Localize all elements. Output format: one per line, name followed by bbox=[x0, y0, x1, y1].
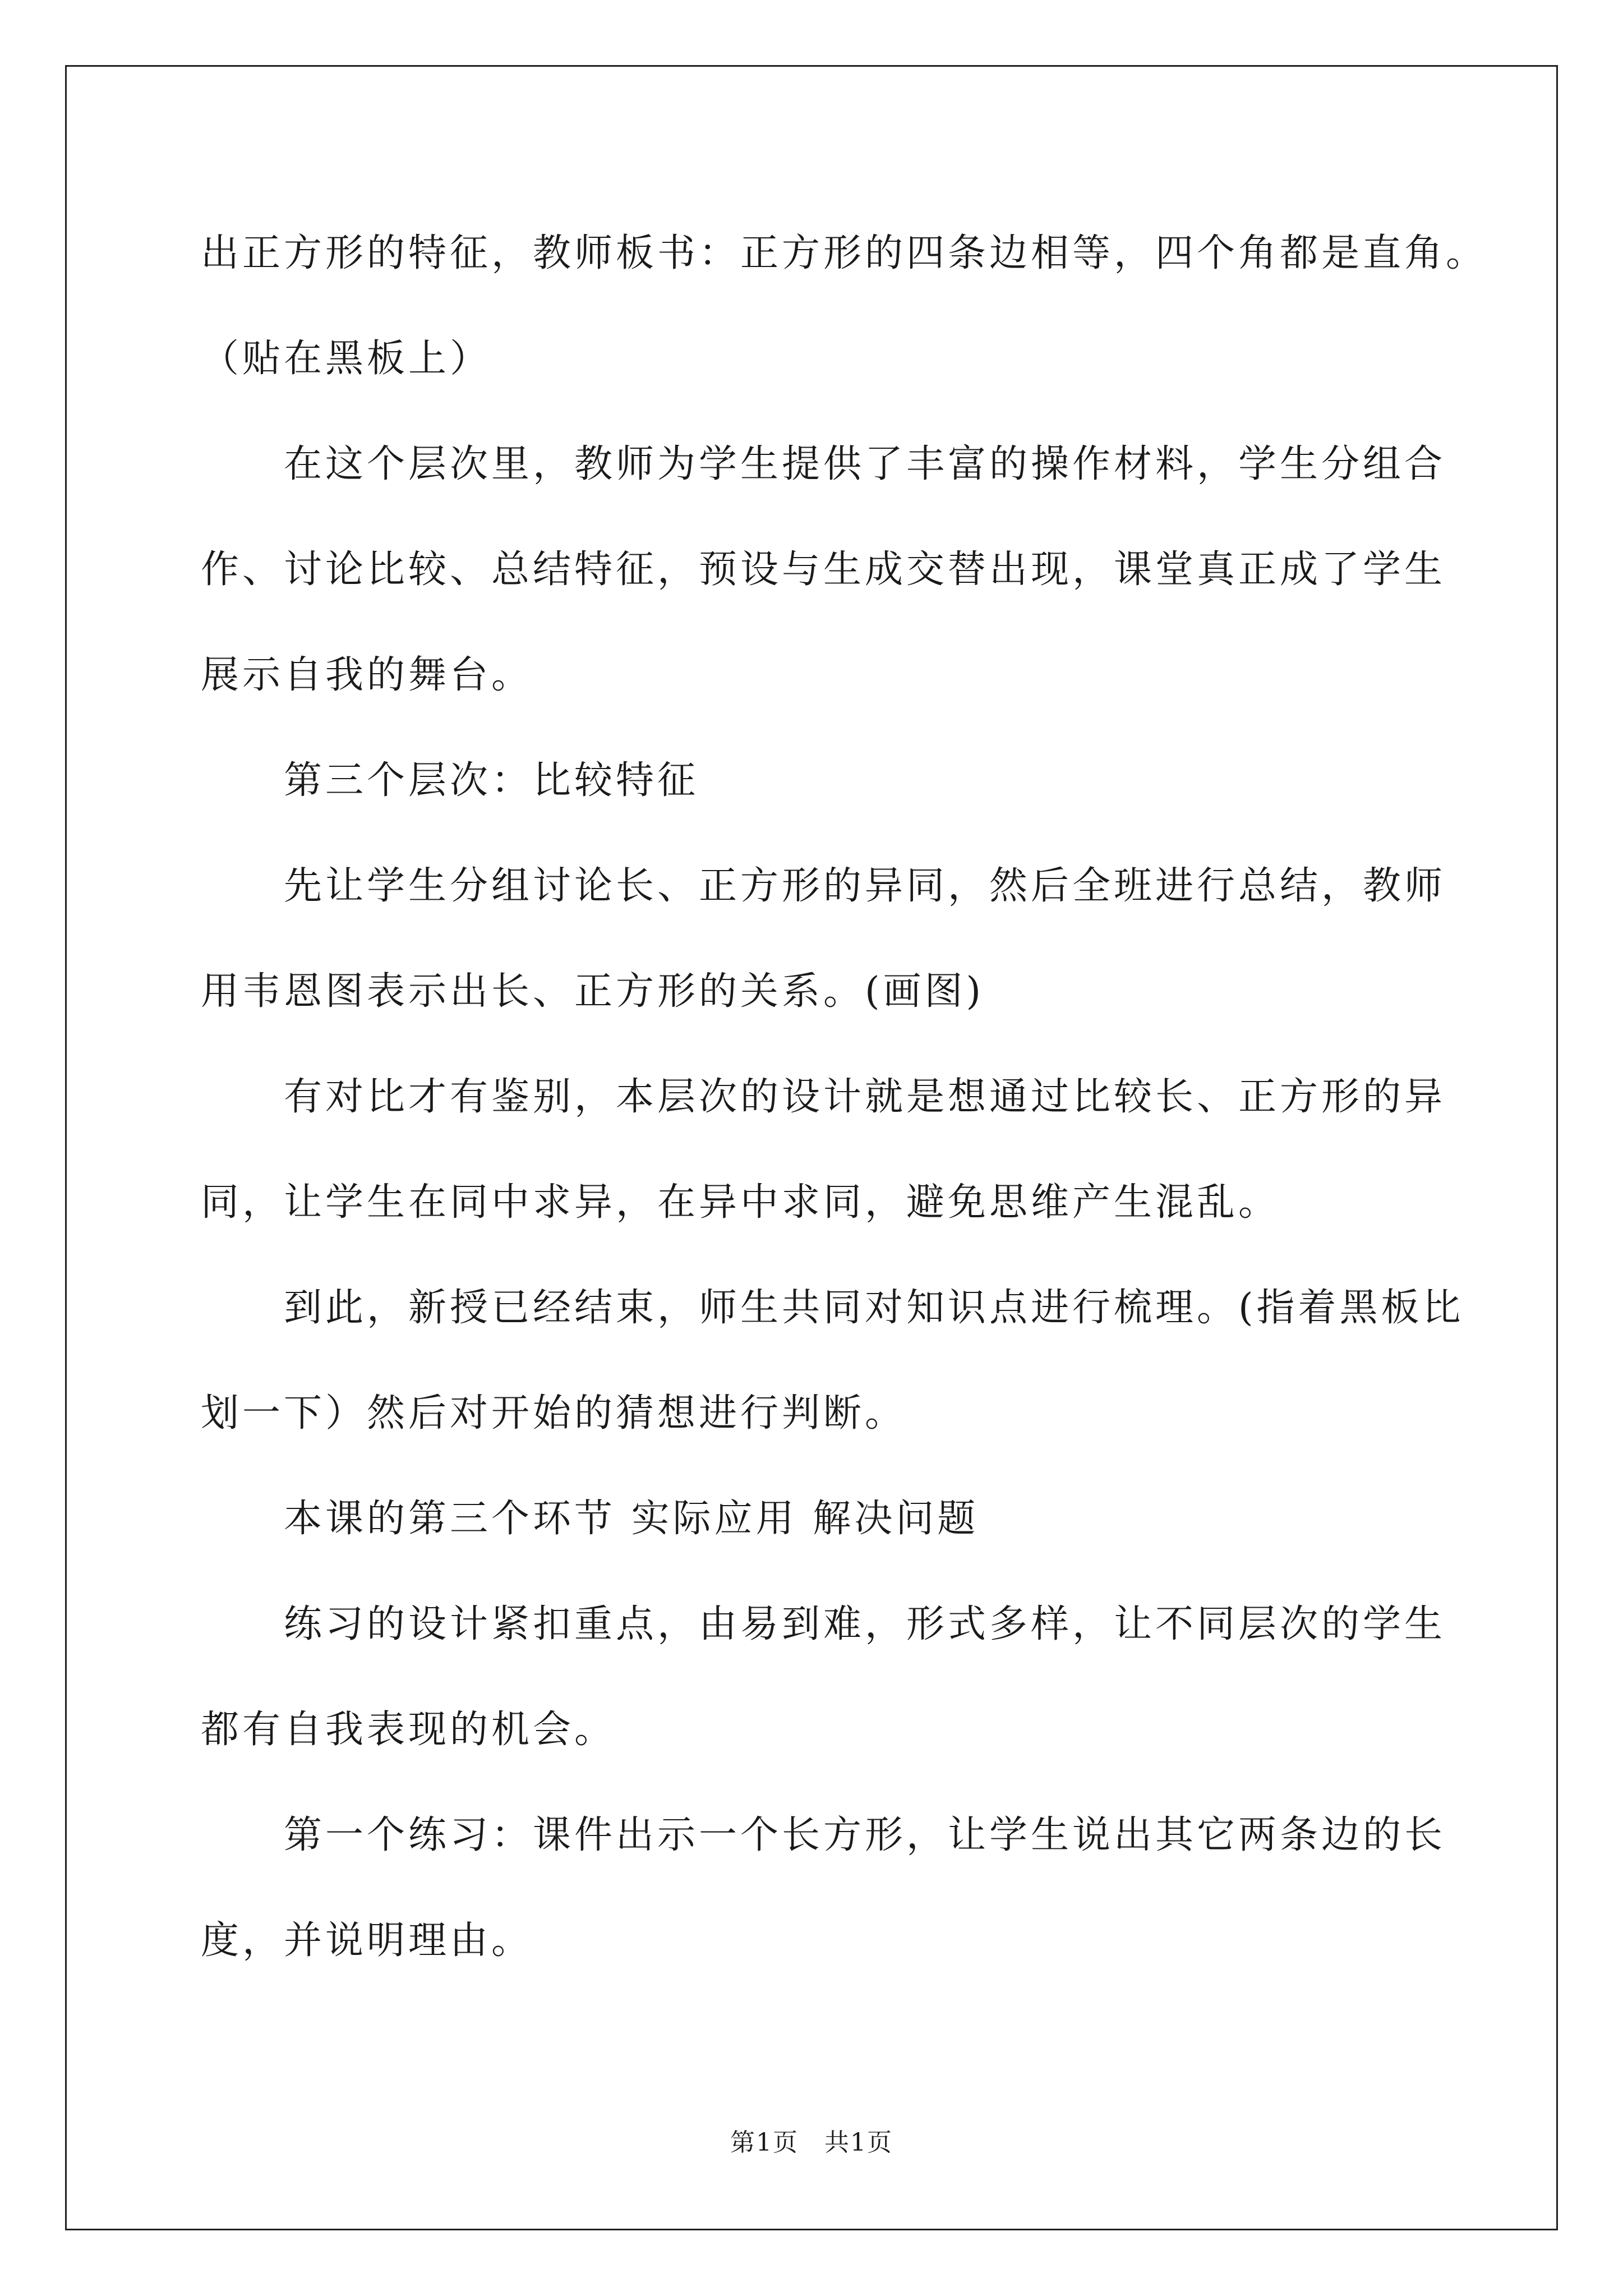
paragraph-line: 展示自我的舞台。 bbox=[201, 653, 533, 697]
paragraph bbox=[201, 834, 1446, 1045]
paragraph-line: 出正方形的特征，教师板书：正方形的四条边相等，四个角都是直角。 bbox=[201, 231, 1488, 275]
paragraph-line: 先让学生分组讨论长、正方形的异同，然后全班进行总结，教师 bbox=[284, 864, 1446, 908]
paragraph-line: 划一下）然后对开始的猜想进行判断。 bbox=[201, 1391, 907, 1435]
paragraph-line: 作、讨论比较、总结特征，预设与生成交替出现，课堂真正成了学生 bbox=[201, 547, 1446, 592]
paragraph bbox=[201, 728, 1437, 834]
paragraph-line: 有对比才有鉴别，本层次的设计就是想通过比较长、正方形的异 bbox=[284, 1075, 1446, 1119]
paragraph-line: （贴在黑板上） bbox=[201, 337, 492, 381]
paragraph-line: 第一个练习：课件出示一个长方形，让学生说出其它两条边的长 bbox=[284, 1813, 1446, 1857]
paragraph-line: 在这个层次里，教师为学生提供了丰富的操作材料，学生分组合 bbox=[284, 442, 1446, 486]
paragraph-line: 本课的第三个环节 实际应用 解决问题 bbox=[284, 1497, 979, 1541]
paragraph-line: 第三个层次：比较特征 bbox=[284, 758, 699, 803]
paragraph bbox=[201, 1255, 1464, 1466]
paragraph bbox=[201, 1572, 1446, 1783]
paragraph-line: 同，让学生在同中求异，在异中求同，避免思维产生混乱。 bbox=[201, 1180, 1280, 1225]
paragraph bbox=[201, 1045, 1446, 1255]
paragraph bbox=[201, 201, 1488, 412]
page-footer: 第1页 共1页 bbox=[730, 2128, 893, 2157]
paragraph-line: 用韦恩图表示出长、正方形的关系。(画图) bbox=[201, 969, 985, 1014]
paragraph bbox=[201, 1466, 1437, 1572]
paragraph bbox=[201, 1783, 1446, 1994]
paragraph-line: 到此，新授已经结束，师生共同对知识点进行梳理。(指着黑板比 bbox=[284, 1286, 1464, 1330]
paragraph-line: 练习的设计紧扣重点，由易到难，形式多样，让不同层次的学生 bbox=[284, 1602, 1446, 1646]
paragraph bbox=[201, 412, 1446, 728]
paragraph-line: 都有自我表现的机会。 bbox=[201, 1708, 616, 1752]
paragraph-line: 度，并说明理由。 bbox=[201, 1918, 533, 1963]
document-body bbox=[201, 201, 1488, 1994]
